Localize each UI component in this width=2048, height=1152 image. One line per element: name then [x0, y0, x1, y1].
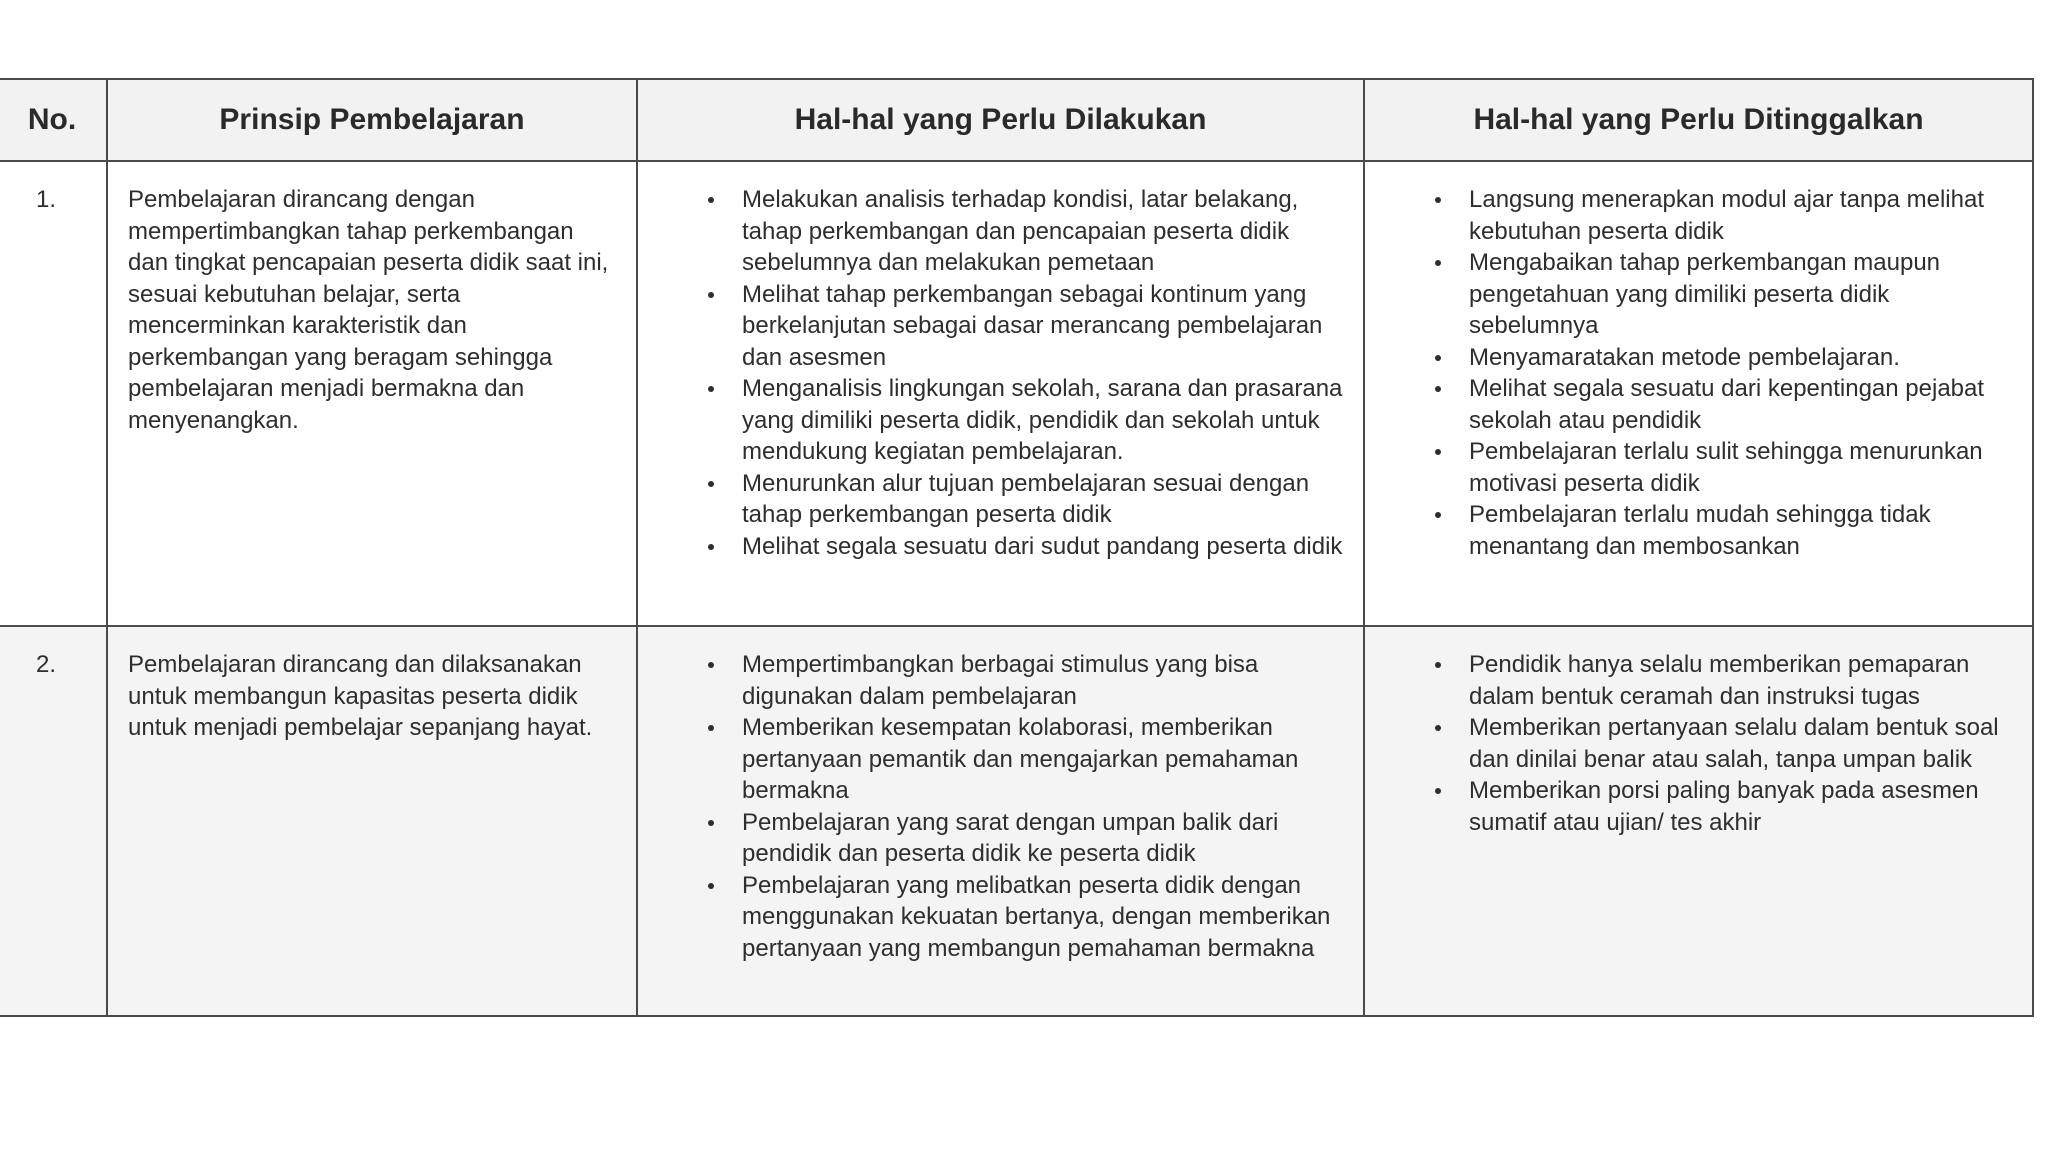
bullet-icon — [1435, 197, 1441, 203]
list-item — [1385, 373, 2012, 436]
do-cell — [637, 161, 1364, 626]
bullet-icon — [1435, 449, 1441, 455]
list-item — [658, 373, 1343, 468]
list-item-text: Memberikan porsi paling banyak pada asesmen sumatif atau ujian/ tes akhir — [1469, 777, 1979, 836]
list-item — [658, 870, 1343, 965]
bullet-icon — [708, 883, 714, 889]
list-item-text: Melihat segala sesuatu dari kepentingan pejabat sekolah atau pendidik — [1469, 375, 1985, 434]
bullet-icon — [708, 292, 714, 298]
bullet-icon — [708, 725, 714, 731]
list-item-text: Pembelajaran yang melibatkan peserta didik dengan menggunakan kekuatan bertanya, dengan memberikan pertanyaan yang membangun pemahaman bermakna — [742, 871, 1331, 962]
header-no: No. — [0, 79, 107, 161]
list-item-text: Memberikan kesempatan kolaborasi, memberikan pertanyaan pemantik dan mengajarkan pemahaman bermakna — [742, 714, 1299, 804]
list-item-text: Pembelajaran terlalu mudah sehingga tidak menantang dan membosankan — [1469, 501, 1931, 560]
bullet-icon — [708, 481, 714, 487]
header-principle: Prinsip Pembelajaran — [107, 79, 637, 161]
do-list — [658, 649, 1343, 964]
list-item — [658, 184, 1343, 279]
list-item — [1385, 775, 2012, 838]
list-item-text: Mengabaikan tahap perkembangan maupun pengetahuan yang dimiliki peserta didik sebelumnya — [1469, 249, 1941, 339]
bullet-icon — [1435, 662, 1441, 668]
table-row — [0, 161, 2033, 626]
list-item-text: Pembelajaran terlalu sulit sehingga menurunkan motivasi peserta didik — [1469, 438, 1983, 497]
bullet-icon — [708, 544, 714, 550]
leave-cell — [1364, 626, 2033, 1016]
bullet-icon — [1435, 788, 1441, 794]
list-item-text: Melakukan analisis terhadap kondisi, latar belakang, tahap perkembangan dan pencapaian peserta didik sebelumnya dan melakukan pemetaan — [742, 186, 1299, 276]
list-item-text: Pendidik hanya selalu memberikan pemaparan dalam bentuk ceramah dan instruksi tugas — [1469, 651, 1970, 710]
list-item — [658, 712, 1343, 807]
list-item-text: Pembelajaran yang sarat dengan umpan balik dari pendidik dan peserta didik ke peserta didik — [742, 808, 1279, 867]
principle-text: Pembelajaran dirancang dengan mempertimbangkan tahap perkembangan dan tingkat pencapaian peserta didik saat ini, sesuai kebutuhan belajar, serta mencerminkan karakteristik dan perkembangan yang beragam sehingga pembelajaran menjadi bermakna dan menyenangkan. — [107, 161, 637, 626]
list-item — [658, 649, 1343, 712]
list-item-text: Menyamaratakan metode pembelajaran. — [1469, 343, 1900, 371]
row-number: 1. — [0, 161, 107, 626]
list-item-text: Mempertimbangkan berbagai stimulus yang bisa digunakan dalam pembelajaran — [742, 651, 1259, 710]
bullet-icon — [708, 820, 714, 826]
table-row — [0, 626, 2033, 1016]
list-item — [1385, 184, 2012, 247]
list-item — [658, 531, 1343, 563]
bullet-icon — [1435, 386, 1441, 392]
list-item — [1385, 436, 2012, 499]
header-do: Hal-hal yang Perlu Dilakukan — [637, 79, 1364, 161]
principle-text: Pembelajaran dirancang dan dilaksanakan untuk membangun kapasitas peserta didik untuk menjadi pembelajar sepanjang hayat. — [107, 626, 637, 1016]
list-item — [658, 279, 1343, 374]
bullet-icon — [708, 197, 714, 203]
header-leave: Hal-hal yang Perlu Ditinggalkan — [1364, 79, 2033, 161]
learning-principles-table — [0, 78, 2034, 1017]
list-item-text: Langsung menerapkan modul ajar tanpa melihat kebutuhan peserta didik — [1469, 186, 1985, 245]
list-item — [1385, 712, 2012, 775]
list-item-text: Menurunkan alur tujuan pembelajaran sesuai dengan tahap perkembangan peserta didik — [742, 469, 1310, 528]
bullet-icon — [1435, 260, 1441, 266]
list-item — [658, 807, 1343, 870]
list-item-text: Memberikan pertanyaan selalu dalam bentuk soal dan dinilai benar atau salah, tanpa umpan balik — [1469, 714, 1999, 773]
do-cell — [637, 626, 1364, 1016]
bullet-icon — [1435, 512, 1441, 518]
list-item-text: Menganalisis lingkungan sekolah, sarana dan prasarana yang dimiliki peserta didik, pendidik dan sekolah untuk mendukung kegiatan pembelajaran. — [742, 375, 1343, 465]
list-item — [658, 468, 1343, 531]
bullet-icon — [1435, 725, 1441, 731]
leave-cell — [1364, 161, 2033, 626]
table-header-row — [0, 79, 2033, 161]
leave-list — [1385, 184, 2012, 562]
list-item — [1385, 649, 2012, 712]
list-item — [1385, 342, 2012, 374]
list-item-text: Melihat tahap perkembangan sebagai kontinum yang berkelanjutan sebagai dasar merancang pembelajaran dan asesmen — [742, 280, 1323, 371]
list-item — [1385, 499, 2012, 562]
bullet-icon — [708, 386, 714, 392]
row-number: 2. — [0, 626, 107, 1016]
bullet-icon — [708, 662, 714, 668]
list-item — [1385, 247, 2012, 342]
bullet-icon — [1435, 355, 1441, 361]
do-list — [658, 184, 1343, 562]
list-item-text: Melihat segala sesuatu dari sudut pandang peserta didik — [742, 532, 1343, 560]
leave-list — [1385, 649, 2012, 838]
